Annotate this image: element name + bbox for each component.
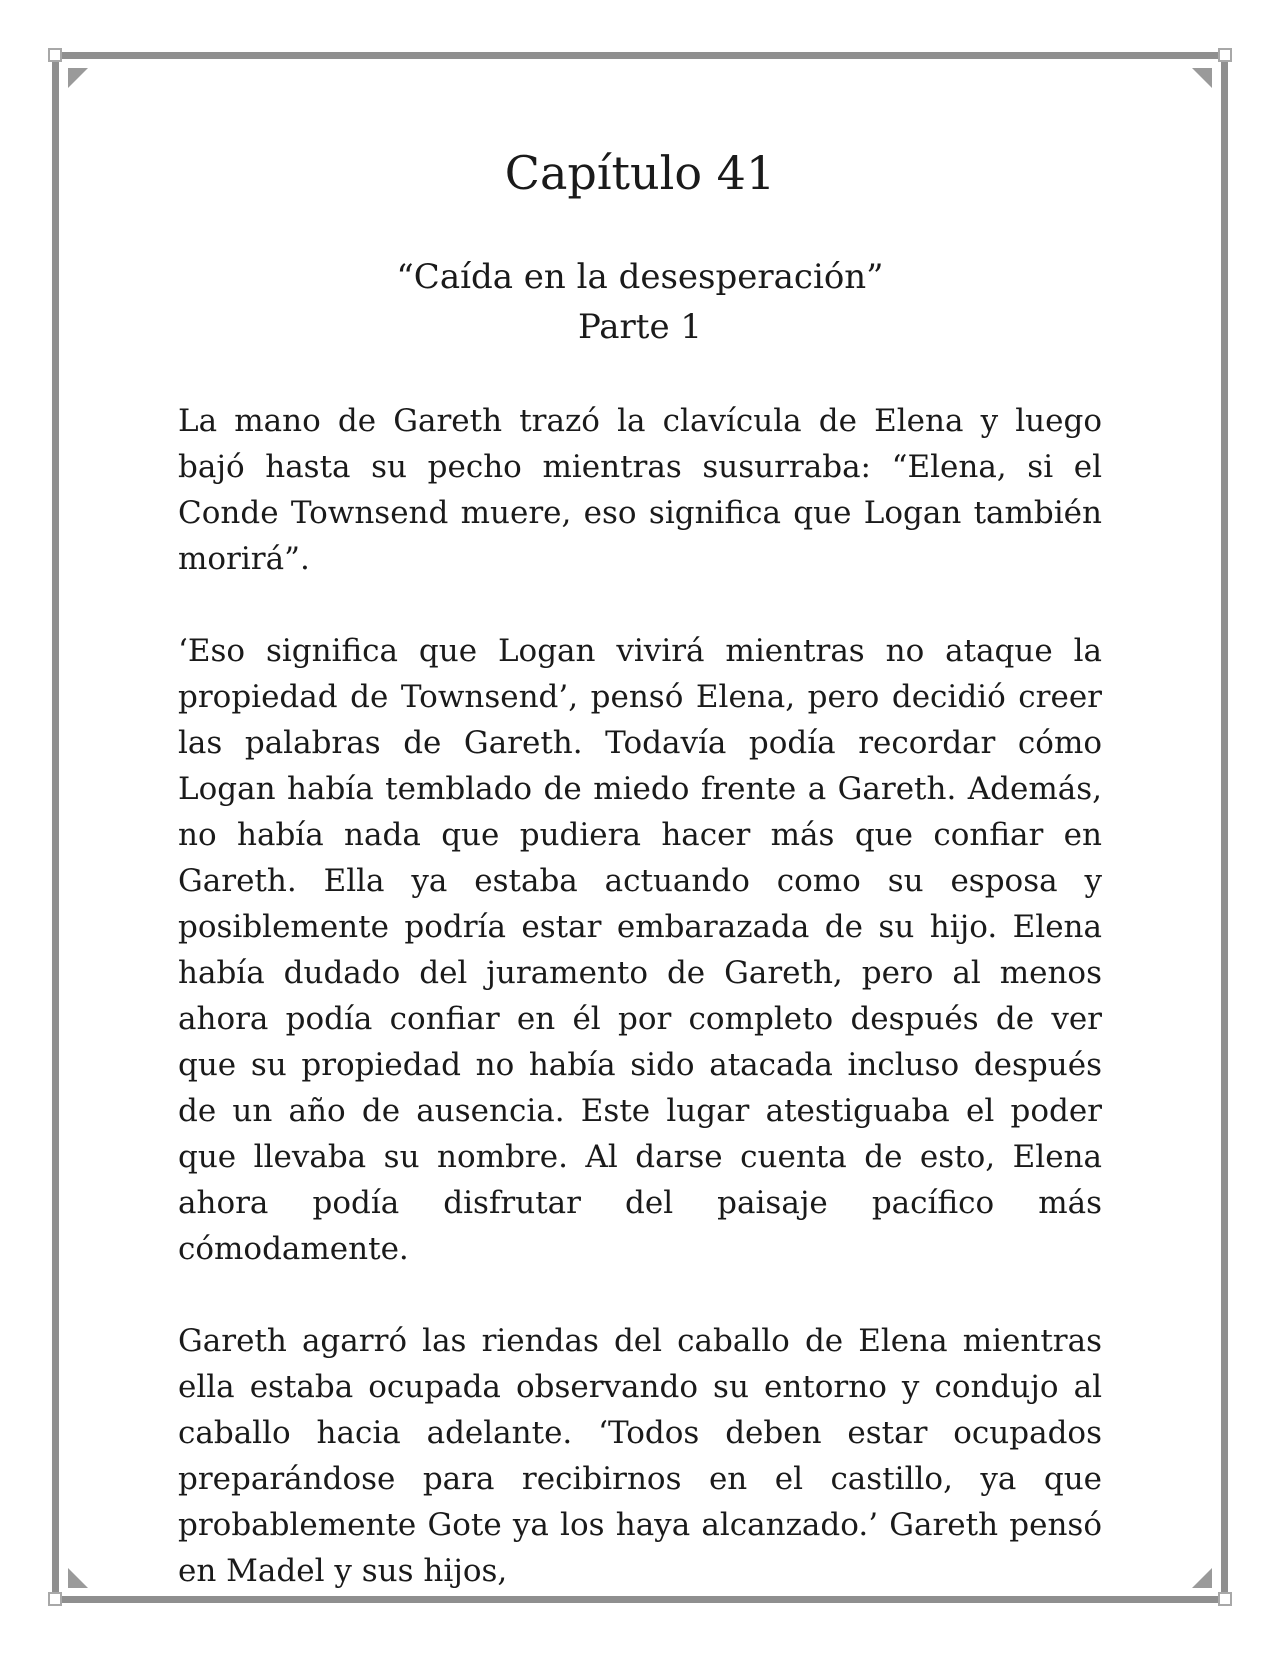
corner-triangle-top-right bbox=[1192, 68, 1212, 88]
body-paragraph-3: Gareth agarró las riendas del caballo de Elena mientras ella estaba ocupada observando su entorno y condujo al caballo hacia adelante. ‘Todos deben estar ocupados preparándose para recibirnos en el castillo, ya que probablemente Gote ya los haya alcanzado.’ Gareth pensó en Madel y sus hijos, bbox=[178, 1323, 1102, 1589]
corner-ornament-top-left bbox=[48, 48, 62, 62]
corner-triangle-bottom-left bbox=[68, 1568, 88, 1588]
frame-bottom-border bbox=[58, 1596, 1222, 1603]
corner-triangle-top-left bbox=[68, 68, 88, 88]
body-paragraph-2: ‘Eso significa que Logan vivirá mientras no ataque la propiedad de Townsend’, pensó Elena, pero decidió creer las palabras de Gareth. Todavía podía recordar cómo Logan había temblado de miedo frente a Gareth. Además, no había nada que pudiera hacer más que confiar en Gareth. Ella ya estaba actuando como su esposa y posiblemente podría estar embarazada de su hijo. Elena había dudado del juramento de Gareth, pero al menos ahora podía confiar en él por completo después de ver que su propiedad no había sido atacada incluso después de un año de ausencia. Este lugar atestiguaba el poder que llevaba su nombre. Al darse cuenta de esto, Elena ahora podía disfrutar del paisaje pacífico más cómodamente. bbox=[178, 633, 1102, 1267]
chapter-subtitle bbox=[178, 252, 1102, 352]
chapter-subtitle-name: “Caída en la desesperación” bbox=[396, 257, 884, 297]
corner-ornament-bottom-right bbox=[1218, 1592, 1232, 1606]
frame-left-border bbox=[52, 58, 59, 1598]
page-content bbox=[178, 142, 1102, 1594]
chapter-subtitle-part: Parte 1 bbox=[577, 307, 703, 347]
body-paragraph-1: La mano de Gareth trazó la clavícula de Elena y luego bajó hasta su pecho mientras susurraba: “Elena, si el Conde Townsend muere, eso significa que Logan también morirá”. bbox=[178, 403, 1102, 577]
corner-ornament-bottom-left bbox=[48, 1592, 62, 1606]
frame-right-border bbox=[1221, 58, 1228, 1598]
corner-ornament-top-right bbox=[1218, 48, 1232, 62]
frame-top-border bbox=[58, 52, 1222, 59]
corner-triangle-bottom-right bbox=[1192, 1568, 1212, 1588]
chapter-title: Capítulo 41 bbox=[504, 146, 776, 200]
